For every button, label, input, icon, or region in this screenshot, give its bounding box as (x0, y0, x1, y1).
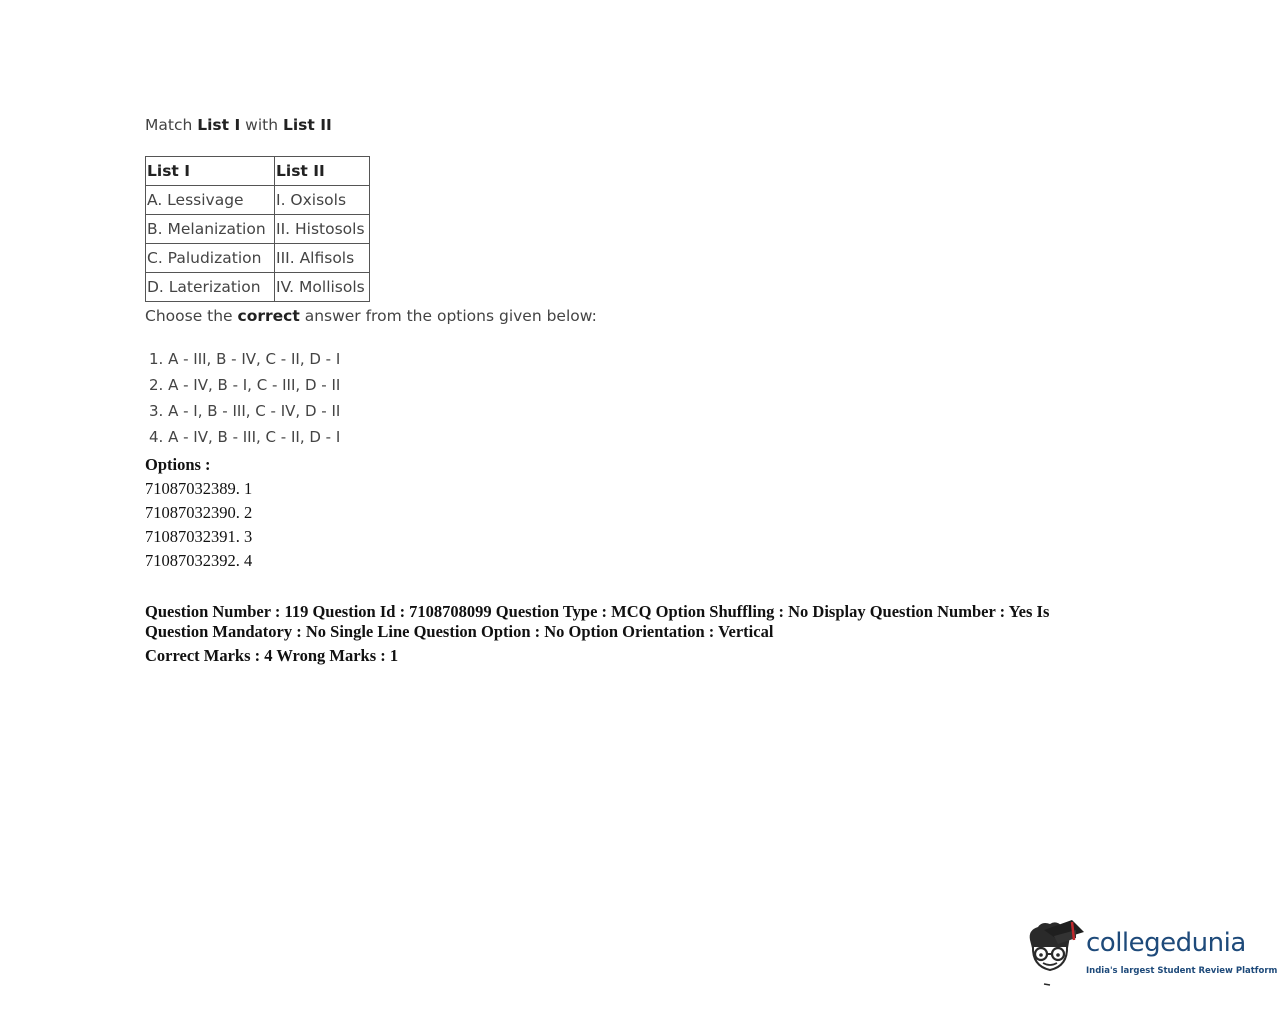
table-cell: IV. Mollisols (275, 273, 370, 302)
choose-bold: correct (237, 307, 300, 325)
intro-list2: List II (282, 116, 332, 134)
intro-list1: List I (197, 116, 241, 134)
collegedunia-logo[interactable] (1024, 918, 1278, 988)
match-table (145, 156, 370, 302)
table-cell: A. Lessivage (146, 186, 275, 215)
intro-prefix: Match (145, 116, 198, 134)
list-item: 4. A - IV, B - III, C - II, D - I (149, 428, 341, 446)
option-item: 71087032390. 2 (145, 503, 253, 522)
logo-name: collegedunia (1086, 928, 1246, 958)
list-item: 1. A - III, B - IV, C - II, D - I (149, 350, 341, 368)
option-item: 71087032392. 4 (145, 551, 253, 570)
intro-middle: with (240, 116, 283, 134)
table-header-row (146, 157, 370, 186)
table-header-list1: List I (146, 157, 275, 186)
choose-prefix: Choose the (145, 307, 238, 325)
table-header-list2: List II (275, 157, 370, 186)
table-cell: C. Paludization (146, 244, 275, 273)
question-meta-line: Question Number : 119 Question Id : 7108708099 Question Type : MCQ Option Shuffling : No Display Question Number : Yes Is Question Mandatory : No Single Line Question Option : No Option Orientation : Vertical (145, 602, 1050, 641)
question-meta (145, 602, 1105, 666)
table-cell: I. Oxisols (275, 186, 370, 215)
list-item: 2. A - IV, B - I, C - III, D - II (149, 376, 341, 394)
table-cell: B. Melanization (146, 215, 275, 244)
table-row (146, 244, 370, 273)
choose-suffix: answer from the options given below: (299, 307, 597, 325)
options-block (145, 454, 252, 574)
table-cell: II. Histosols (275, 215, 370, 244)
options-title: Options : (145, 455, 211, 474)
question-intro (145, 116, 332, 134)
option-item: 71087032389. 1 (145, 479, 253, 498)
option-item: 71087032391. 3 (145, 527, 253, 546)
mascot-graduation-cap-icon (1024, 918, 1086, 988)
table-row (146, 273, 370, 302)
table-row (146, 215, 370, 244)
table-row (146, 186, 370, 215)
answer-list (149, 348, 340, 452)
choose-instruction (145, 307, 597, 325)
table-cell: D. Laterization (146, 273, 275, 302)
list-item: 3. A - I, B - III, C - IV, D - II (149, 402, 341, 420)
marks-line: Correct Marks : 4 Wrong Marks : 1 (145, 646, 399, 665)
table-cell: III. Alfisols (275, 244, 370, 273)
logo-tagline: India's largest Student Review Platform (1086, 966, 1278, 976)
